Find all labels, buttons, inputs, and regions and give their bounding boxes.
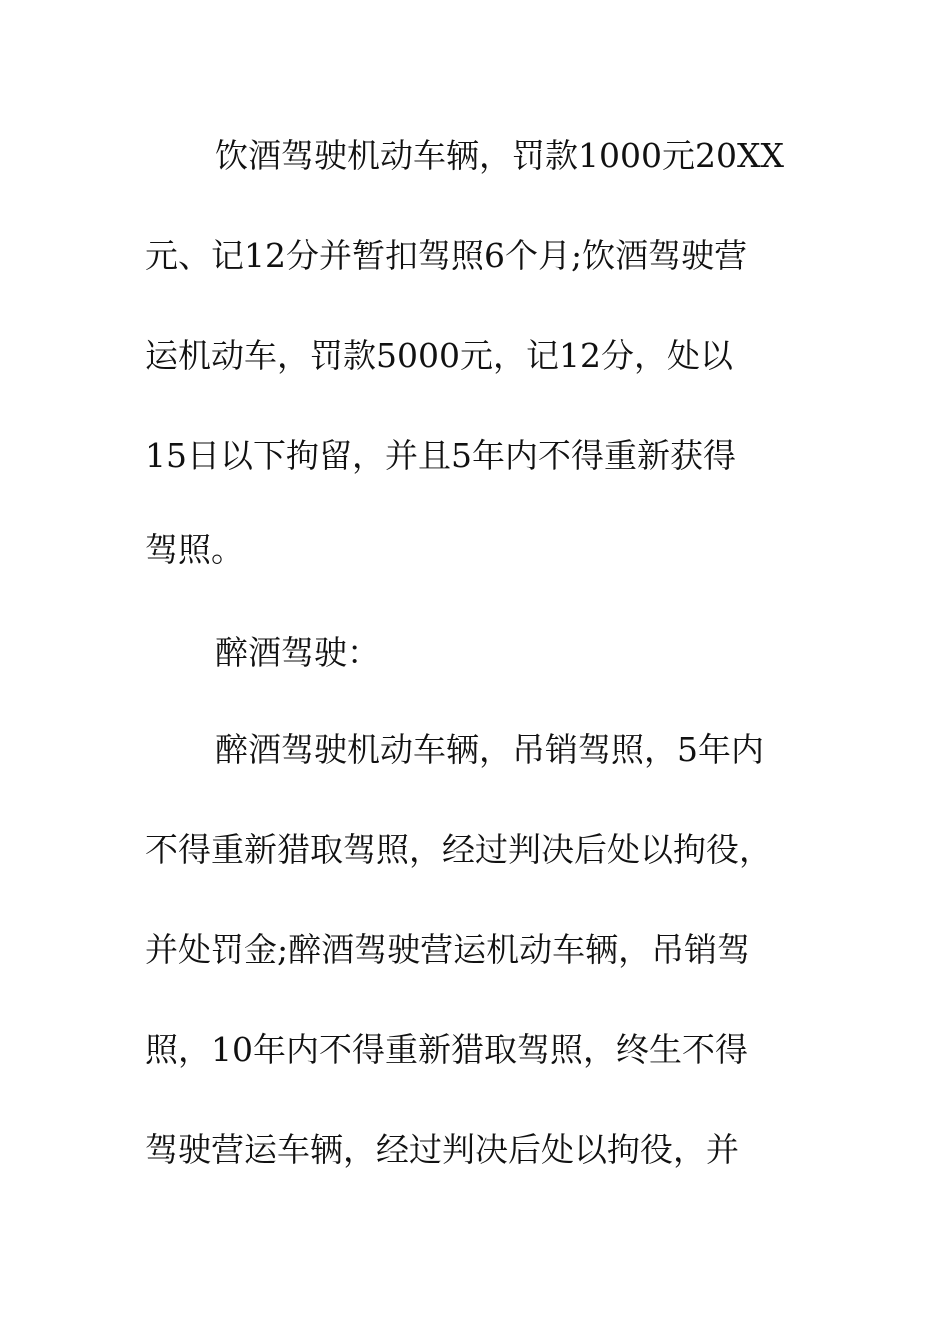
paragraph-line-1: 饮酒驾驶机动车辆，罚款1000元20XX (215, 136, 784, 175)
paragraph-line-5: 驾照。 (145, 530, 244, 569)
paragraph-line-7: 醉酒驾驶机动车辆，吊销驾照，5年内 (215, 730, 764, 769)
section-heading: 醉酒驾驶： (215, 633, 380, 672)
paragraph-line-2: 元、记12分并暂扣驾照6个月;饮酒驾驶营 (145, 236, 748, 275)
paragraph-line-8: 不得重新猎取驾照，经过判决后处以拘役， (145, 830, 772, 869)
paragraph-line-4: 15日以下拘留，并且5年内不得重新获得 (145, 436, 736, 475)
paragraph-line-10: 照，10年内不得重新猎取驾照，终生不得 (145, 1030, 748, 1069)
paragraph-line-11: 驾驶营运车辆，经过判决后处以拘役，并 (145, 1130, 739, 1169)
paragraph-line-3: 运机动车，罚款5000元，记12分，处以 (145, 336, 733, 375)
paragraph-line-9: 并处罚金;醉酒驾驶营运机动车辆，吊销驾 (145, 930, 751, 969)
